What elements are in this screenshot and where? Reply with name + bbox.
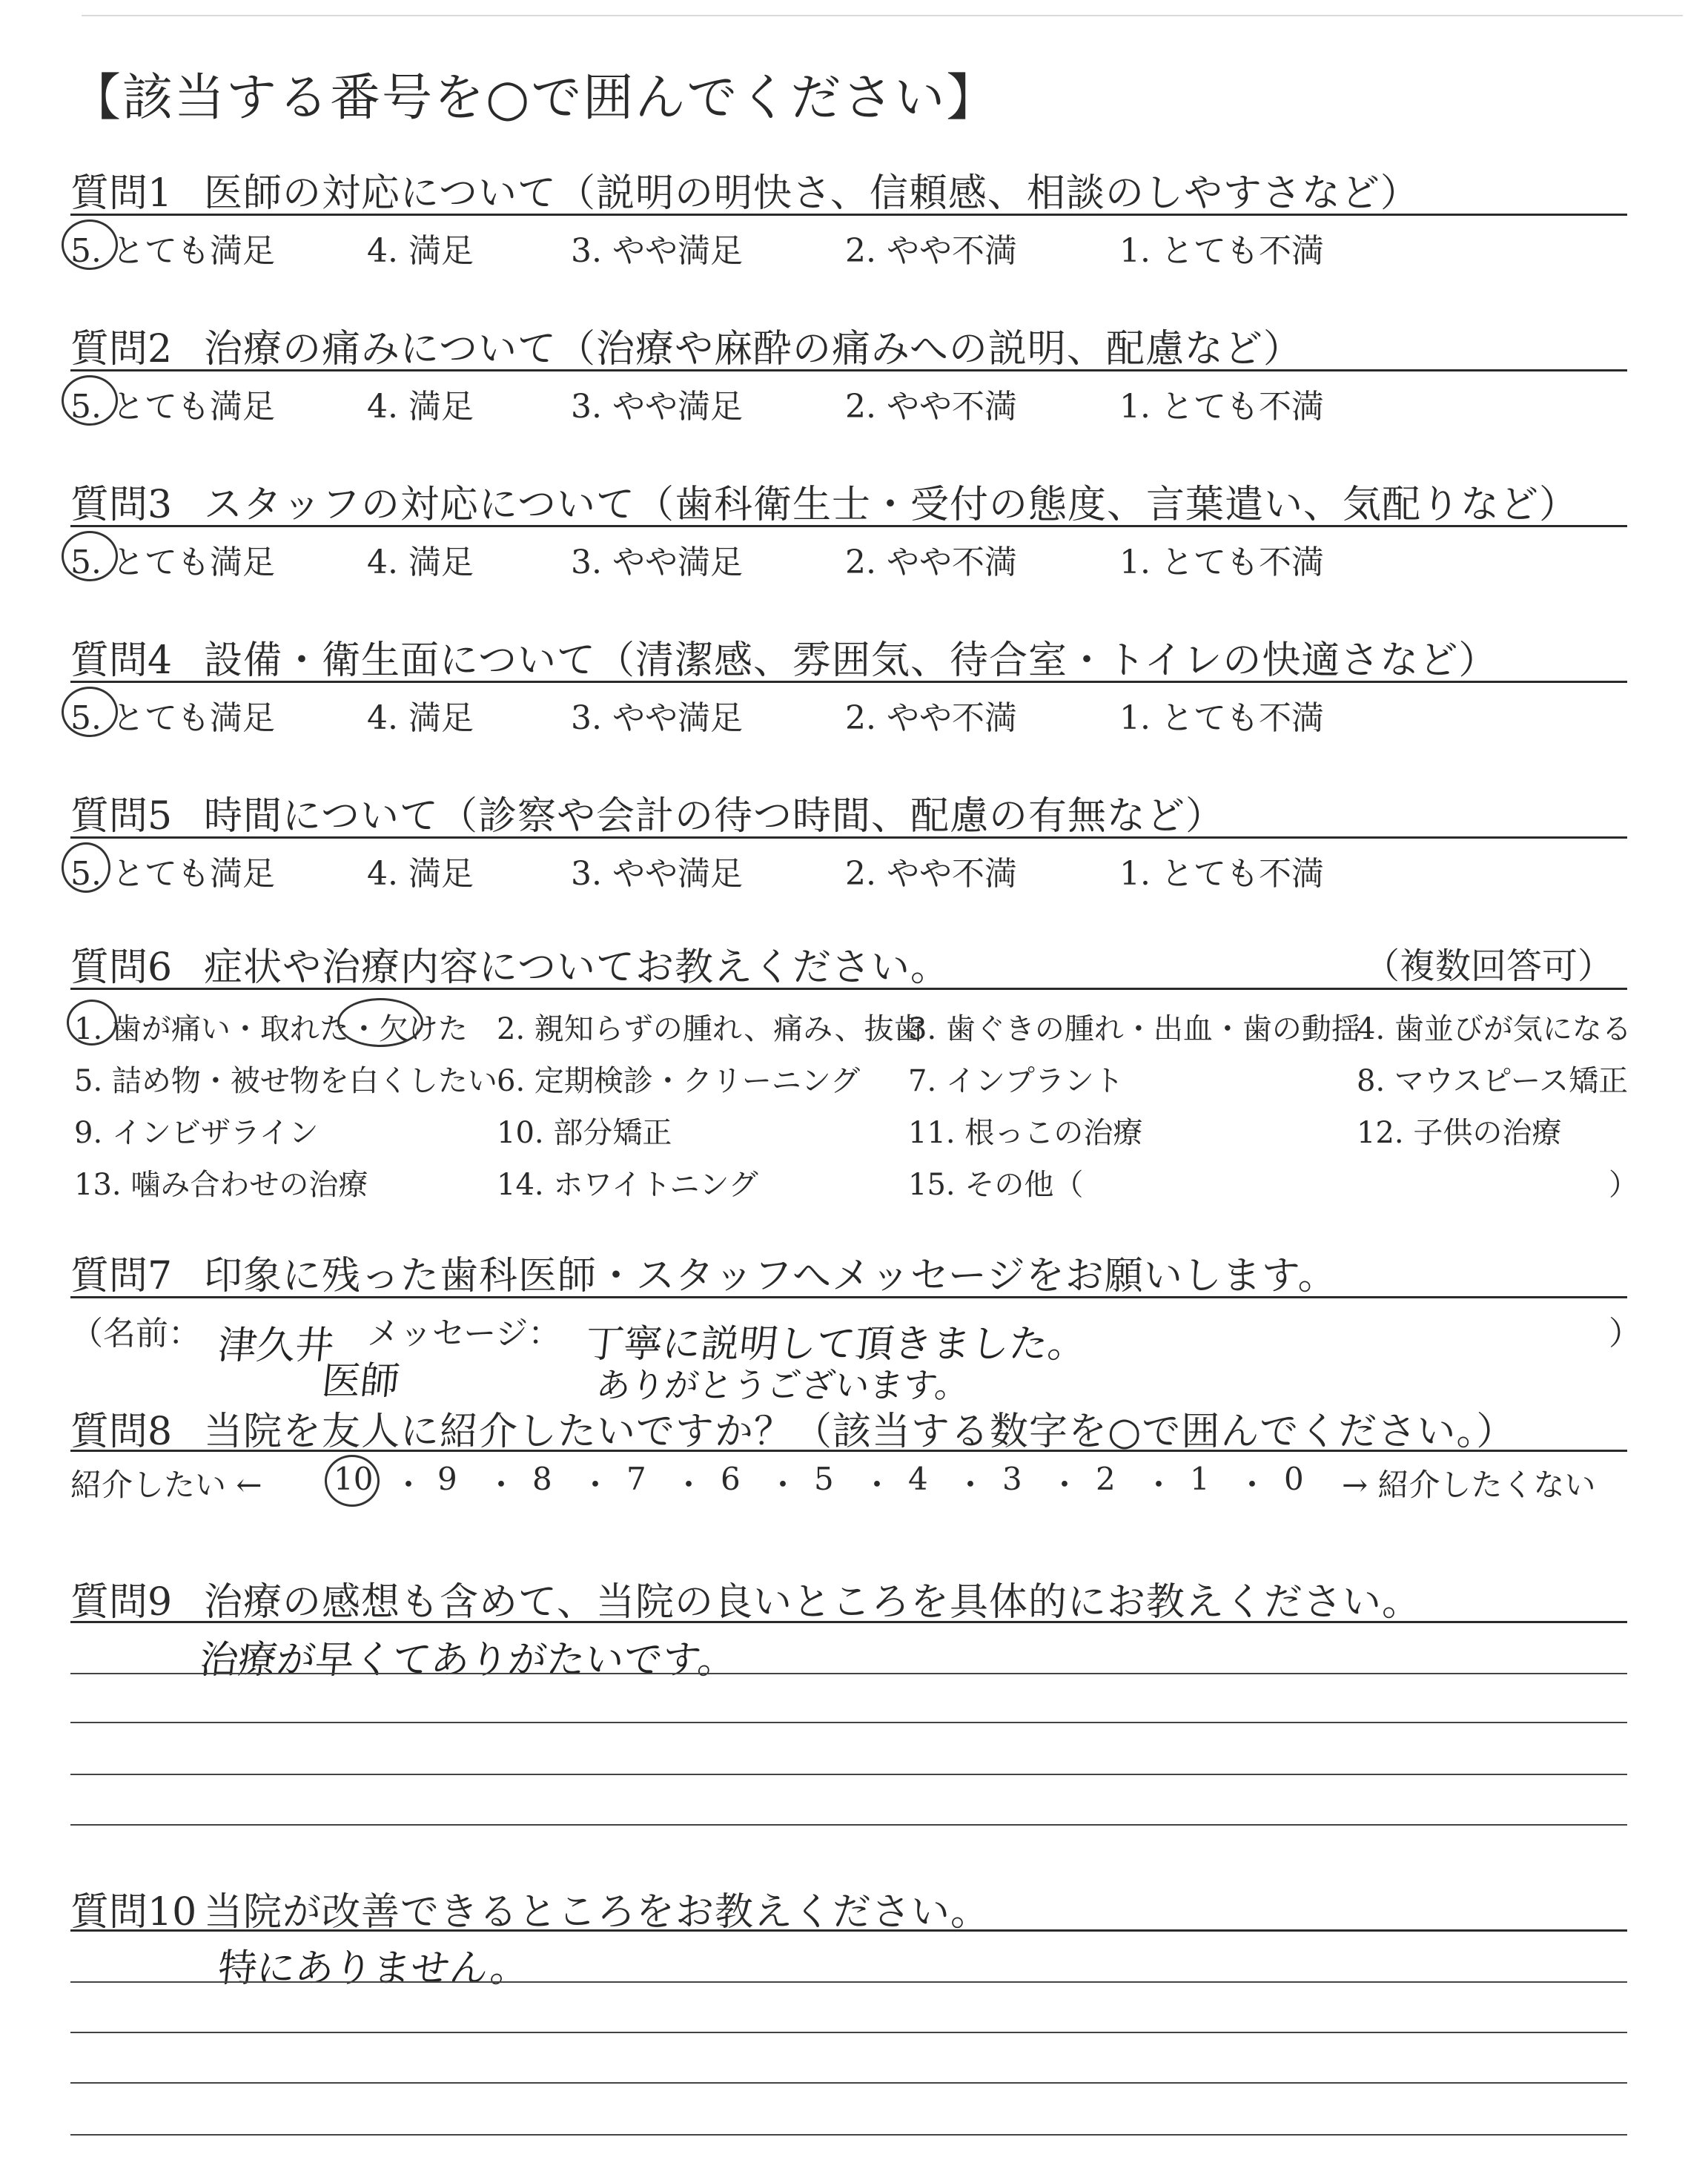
- option-3[interactable]: 3. やや満足: [571, 699, 743, 737]
- question-number: 質問6: [70, 945, 173, 990]
- divider: [70, 836, 1627, 839]
- option-3[interactable]: 3. やや満足: [571, 388, 743, 426]
- question-8: [70, 1400, 1515, 1452]
- question-number: 質問9: [70, 1580, 173, 1625]
- handwritten-answer: 治療が早くてありがたいです。: [197, 1638, 739, 1682]
- symptom-item[interactable]: 12. 子供の治療: [1357, 1116, 1562, 1150]
- question-5: [70, 785, 1225, 839]
- question-text: 治療の痛みについて（治療や麻酔の痛みへの説明、配慮など）: [204, 327, 1302, 371]
- option-1[interactable]: 1. とても不満: [1119, 232, 1324, 270]
- message-close-paren: ）: [1609, 1315, 1641, 1353]
- symptom-item[interactable]: 6. 定期検診・クリーニング: [497, 1064, 861, 1098]
- question-number: 質問1: [70, 171, 173, 216]
- option-4[interactable]: 4. 満足: [367, 699, 474, 737]
- question-text: 時間について（診察や会計の待つ時間、配慮の有無など）: [204, 794, 1225, 839]
- scale-value[interactable]: 10: [334, 1461, 374, 1497]
- scale-dot: ・: [393, 1467, 425, 1503]
- symptom-item[interactable]: 9. インビザライン: [74, 1116, 319, 1150]
- scale-value[interactable]: 1: [1190, 1461, 1210, 1497]
- option-5[interactable]: 5. とても満足: [70, 232, 275, 270]
- question-7: [70, 1244, 1337, 1296]
- scale-dot: ・: [1237, 1467, 1268, 1503]
- question-9: [70, 1571, 1421, 1625]
- answer-line: [70, 1673, 1627, 1674]
- scale-value[interactable]: 7: [626, 1461, 646, 1497]
- option-5[interactable]: 5. とても満足: [70, 699, 275, 737]
- multiple-answer-note: （複数回答可）: [1364, 945, 1614, 987]
- question-number: 質問8: [70, 1410, 173, 1454]
- selection-circle: [325, 1455, 380, 1507]
- option-3[interactable]: 3. やや満足: [571, 232, 743, 270]
- scale-dot: ・: [580, 1467, 612, 1503]
- divider: [70, 988, 1627, 990]
- question-3: [70, 473, 1578, 525]
- selection-circle: [67, 1000, 117, 1046]
- question-10: [70, 1880, 990, 1935]
- symptom-item[interactable]: 3. 歯ぐきの腫れ・出血・歯の動揺: [908, 1012, 1361, 1046]
- answer-line: [70, 1774, 1627, 1775]
- divider: [70, 1621, 1627, 1623]
- symptom-item[interactable]: 10. 部分矯正: [497, 1116, 672, 1150]
- option-1[interactable]: 1. とても不満: [1119, 388, 1324, 426]
- question-text: 設備・衛生面について（清潔感、雰囲気、待合室・トイレの快適さなど）: [204, 638, 1498, 683]
- option-4[interactable]: 4. 満足: [367, 544, 474, 581]
- divider: [70, 214, 1627, 216]
- scale-value[interactable]: 5: [814, 1461, 834, 1497]
- selection-circle: [62, 375, 118, 426]
- question-text: 医師の対応について（説明の明快さ、信頼感、相談のしやすさなど）: [204, 171, 1420, 216]
- answer-line: [70, 2082, 1627, 2084]
- question-text: 症状や治療内容についてお教えください。: [204, 945, 950, 990]
- selection-circle: [62, 531, 118, 581]
- scale-value[interactable]: 2: [1096, 1461, 1116, 1497]
- handwritten-message: ありがとうございます。: [594, 1365, 971, 1405]
- other-close-paren: ）: [1609, 1168, 1638, 1202]
- question-text: 当院を友人に紹介したいですか？（該当する数字を○で囲んでください。）: [204, 1410, 1516, 1454]
- divider: [70, 1296, 1627, 1298]
- question-number: 質問2: [70, 327, 173, 371]
- scale-dot: ・: [767, 1467, 799, 1503]
- handwritten-message: 丁寧に説明して頂きました。: [583, 1322, 1089, 1367]
- recommend-left-label: 紹介したい ←: [70, 1467, 262, 1503]
- option-2[interactable]: 2. やや不満: [845, 232, 1017, 270]
- symptom-item[interactable]: 2. 親知らずの腫れ、痛み、抜歯: [497, 1012, 924, 1046]
- recommend-right-label: → 紹介したくない: [1342, 1467, 1596, 1503]
- question-4: [70, 629, 1497, 681]
- symptom-item[interactable]: 11. 根っこの治療: [908, 1116, 1143, 1150]
- option-2[interactable]: 2. やや不満: [845, 855, 1017, 893]
- message-label: メッセージ：: [367, 1315, 561, 1353]
- answer-line: [70, 1981, 1627, 1983]
- option-1[interactable]: 1. とても不満: [1119, 855, 1324, 893]
- question-number: 質問4: [70, 638, 173, 683]
- scale-dot: ・: [1049, 1467, 1081, 1503]
- option-1[interactable]: 1. とても不満: [1119, 699, 1324, 737]
- symptom-item[interactable]: 15. その他（: [908, 1168, 1084, 1202]
- scale-dot: ・: [673, 1467, 705, 1503]
- scale-dot: ・: [861, 1467, 893, 1503]
- answer-line: [70, 2032, 1627, 2033]
- option-4[interactable]: 4. 満足: [367, 388, 474, 426]
- selection-circle: [337, 998, 423, 1047]
- option-2[interactable]: 2. やや不満: [845, 388, 1017, 426]
- symptom-item[interactable]: 7. インプラント: [908, 1064, 1124, 1098]
- symptom-item[interactable]: 13. 噛み合わせの治療: [74, 1168, 368, 1202]
- option-3[interactable]: 3. やや満足: [571, 544, 743, 581]
- question-text: 当院が改善できるところをお教えください。: [204, 1890, 990, 1935]
- handwritten-title: 医師: [320, 1359, 402, 1404]
- handwritten-name: 津久井: [216, 1324, 337, 1368]
- question-number: 質問10: [70, 1890, 197, 1935]
- option-5[interactable]: 5. とても満足: [70, 544, 275, 581]
- scale-value[interactable]: 3: [1002, 1461, 1022, 1497]
- selection-circle: [62, 687, 118, 737]
- scale-value[interactable]: 4: [908, 1461, 928, 1497]
- answer-line: [70, 2134, 1627, 2136]
- question-text: 治療の感想も含めて、当院の良いところを具体的にお教えください。: [204, 1580, 1421, 1625]
- option-4[interactable]: 4. 満足: [367, 232, 474, 270]
- symptom-item[interactable]: 8. マウスピース矯正: [1357, 1064, 1629, 1098]
- question-6: [70, 936, 950, 988]
- selection-circle: [62, 219, 118, 270]
- scale-dot: ・: [486, 1467, 517, 1503]
- divider: [70, 1450, 1627, 1452]
- question-2: [70, 317, 1302, 369]
- option-4[interactable]: 4. 満足: [367, 855, 474, 893]
- symptom-item[interactable]: 5. 詰め物・被せ物を白くしたい: [74, 1064, 497, 1098]
- answer-line: [70, 1722, 1627, 1723]
- scale-value[interactable]: 0: [1284, 1461, 1304, 1497]
- option-5[interactable]: 5. とても満足: [70, 388, 275, 426]
- top-border: [82, 15, 1683, 16]
- divider: [70, 1929, 1627, 1932]
- question-number: 質問7: [70, 1254, 173, 1298]
- symptom-item[interactable]: 14. ホワイトニング: [497, 1168, 758, 1202]
- option-2[interactable]: 2. やや不満: [845, 544, 1017, 581]
- handwritten-answer: 特にありません。: [216, 1946, 532, 1991]
- option-1[interactable]: 1. とても不満: [1119, 544, 1324, 581]
- symptom-item[interactable]: 1. 歯が痛い・取れた・欠けた: [74, 1012, 468, 1046]
- scale-dot: ・: [955, 1467, 987, 1503]
- symptom-item[interactable]: 4. 歯並びが気になる: [1357, 1012, 1632, 1046]
- name-label: （名前：: [70, 1315, 201, 1353]
- scale-value[interactable]: 6: [721, 1461, 741, 1497]
- divider: [70, 525, 1627, 527]
- question-1: [70, 162, 1420, 214]
- scale-dot: ・: [1143, 1467, 1175, 1503]
- option-3[interactable]: 3. やや満足: [571, 855, 743, 893]
- scale-value[interactable]: 9: [437, 1461, 457, 1497]
- instruction-heading: 【該当する番号を○で囲んでください】: [70, 69, 999, 128]
- question-number: 質問3: [70, 483, 173, 527]
- scale-value[interactable]: 8: [532, 1461, 552, 1497]
- option-2[interactable]: 2. やや不満: [845, 699, 1017, 737]
- question-text: 印象に残った歯科医師・スタッフへメッセージをお願いします。: [204, 1254, 1337, 1298]
- answer-line: [70, 1824, 1627, 1826]
- option-5[interactable]: 5. とても満足: [70, 855, 275, 893]
- question-text: スタッフの対応について（歯科衛生士・受付の態度、言葉遣い、気配りなど）: [204, 483, 1578, 527]
- question-number: 質問5: [70, 794, 173, 839]
- divider: [70, 681, 1627, 683]
- selection-circle: [62, 842, 110, 893]
- divider: [70, 369, 1627, 371]
